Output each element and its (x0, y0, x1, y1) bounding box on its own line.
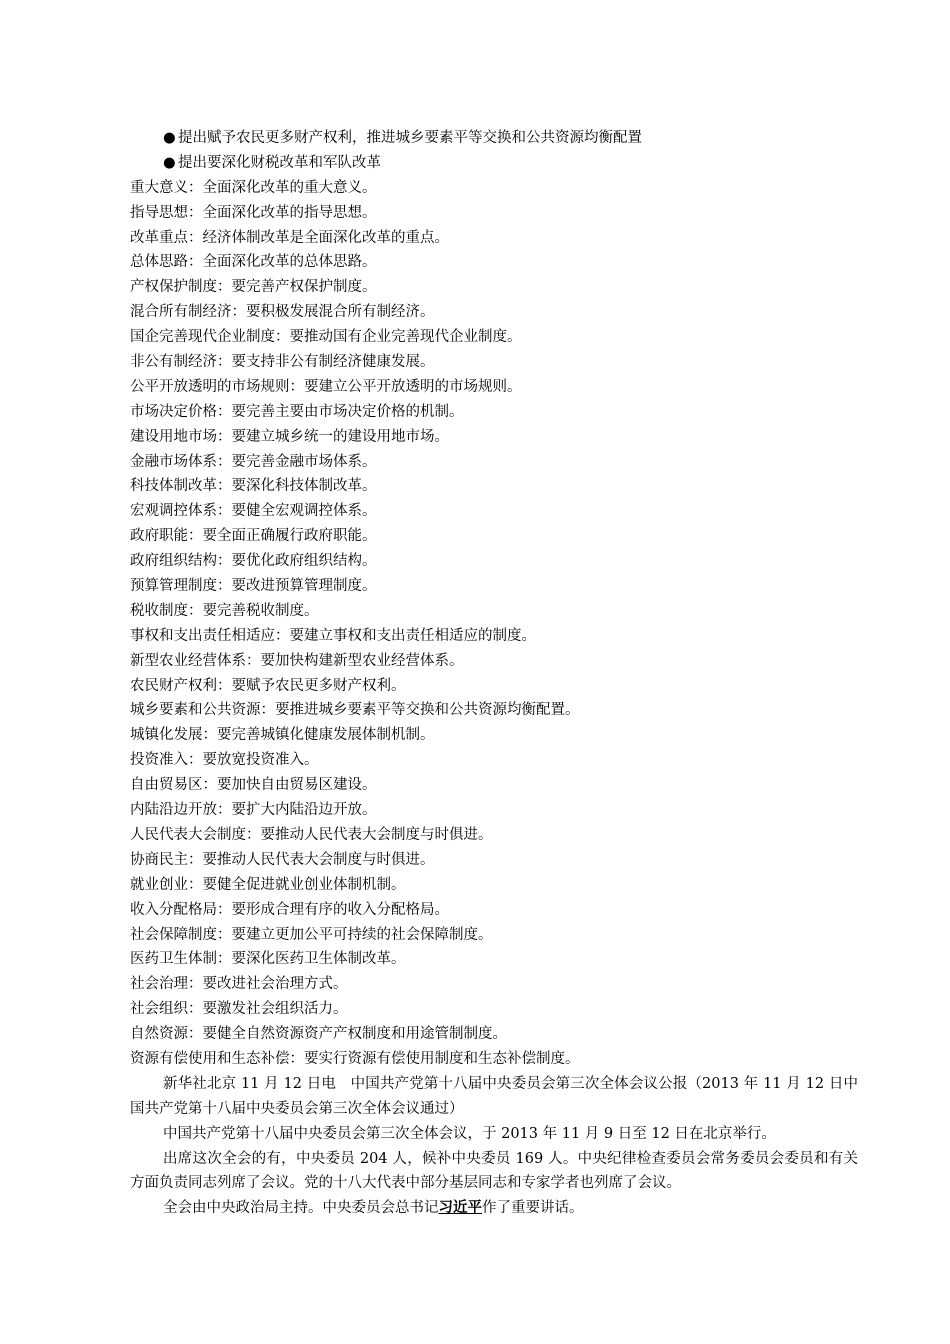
paragraph-speech (130, 1196, 858, 1221)
list-item: 自由贸易区：要加快自由贸易区建设。 (130, 777, 377, 794)
list-item: 预算管理制度：要改进预算管理制度。 (130, 578, 377, 595)
list-item: 内陆沿边开放：要扩大内陆沿边开放。 (130, 802, 377, 819)
bullet-text: 提出要深化财税改革和军队改革 (178, 154, 381, 171)
list-item: 城镇化发展：要完善城镇化健康发展体制机制。 (130, 727, 435, 744)
paragraph-session: 中国共产党第十八届中央委员会第三次全体会议，于 2013 年 11 月 9 日至 12 日在北京举行。 (163, 1125, 776, 1142)
list-item: 医药卫生体制：要深化医药卫生体制改革。 (130, 951, 406, 968)
list-item: 公平开放透明的市场规则：要建立公平开放透明的市场规则。 (130, 378, 522, 395)
list-item: 重大意义：全面深化改革的重大意义。 (130, 179, 377, 196)
list-item: 总体思路：全面深化改革的总体思路。 (130, 254, 377, 271)
bullet-item (130, 151, 858, 176)
list-item: 事权和支出责任相适应：要建立事权和支出责任相适应的制度。 (130, 627, 536, 644)
list-item: 就业创业：要健全促进就业创业体制机制。 (130, 876, 406, 893)
list-item: 国企完善现代企业制度：要推动国有企业完善现代企业制度。 (130, 329, 522, 346)
list-item: 产权保护制度：要完善产权保护制度。 (130, 279, 377, 296)
list-item: 宏观调控体系：要健全宏观调控体系。 (130, 503, 377, 520)
list-item: 新型农业经营体系：要加快构建新型农业经营体系。 (130, 652, 464, 669)
list-item: 建设用地市场：要建立城乡统一的建设用地市场。 (130, 428, 449, 445)
person-link[interactable]: 习近平 (438, 1199, 482, 1217)
list-item: 市场决定价格：要完善主要由市场决定价格的机制。 (130, 403, 464, 420)
list-item: 税收制度：要完善税收制度。 (130, 602, 319, 619)
list-item: 社会组织：要激发社会组织活力。 (130, 1001, 348, 1018)
list-item: 非公有制经济：要支持非公有制经济健康发展。 (130, 354, 435, 371)
list-item: 协商民主：要推动人民代表大会制度与时俱进。 (130, 851, 435, 868)
list-item: 农民财产权利：要赋予农民更多财产权利。 (130, 677, 406, 694)
list-item: 改革重点：经济体制改革是全面深化改革的重点。 (130, 229, 449, 246)
speech-text-before: 全会由中央政治局主持。中央委员会总书记 (163, 1200, 439, 1217)
speech-text-after: 作了重要讲话。 (482, 1200, 584, 1217)
document-page (130, 126, 858, 1221)
paragraph-dateline: 新华社北京 11 月 12 日电 中国共产党第十八届中央委员会第三次全体会议公报（2013 年 11 月 12 日中国共产党第十八届中央委员会第三次全体会议通过） (130, 1075, 858, 1117)
list-item: 金融市场体系：要完善金融市场体系。 (130, 453, 377, 470)
list-item: 收入分配格局：要形成合理有序的收入分配格局。 (130, 901, 449, 918)
topic-list (130, 176, 858, 1072)
list-item: 社会保障制度：要建立更加公平可持续的社会保障制度。 (130, 926, 493, 943)
bullet-text: 提出赋予农民更多财产权利，推进城乡要素平等交换和公共资源均衡配置 (178, 130, 642, 146)
list-item: 政府职能：要全面正确履行政府职能。 (130, 528, 377, 545)
list-item: 人民代表大会制度：要推动人民代表大会制度与时俱进。 (130, 826, 493, 843)
list-item: 资源有偿使用和生态补偿：要实行资源有偿使用制度和生态补偿制度。 (130, 1050, 580, 1067)
bullet-item (130, 126, 858, 151)
paragraph-attendance: 出席这次全会的有，中央委员 204 人，候补中央委员 169 人。中央纪律检查委员会常务委员会委员和有关方面负责同志列席了会议。党的十八大代表中部分基层同志和专家学者也列席了会议。 (130, 1150, 858, 1192)
list-item: 社会治理：要改进社会治理方式。 (130, 976, 348, 993)
list-item: 城乡要素和公共资源：要推进城乡要素平等交换和公共资源均衡配置。 (130, 702, 580, 719)
list-item: 自然资源：要健全自然资源资产产权制度和用途管制制度。 (130, 1026, 507, 1043)
bullet-dot-icon: ● (163, 130, 176, 146)
list-item: 科技体制改革：要深化科技体制改革。 (130, 478, 377, 495)
list-item: 政府组织结构：要优化政府组织结构。 (130, 553, 377, 570)
list-item: 指导思想：全面深化改革的指导思想。 (130, 204, 377, 221)
bullet-dot-icon: ● (163, 154, 176, 171)
list-item: 投资准入：要放宽投资准入。 (130, 752, 319, 769)
list-item: 混合所有制经济：要积极发展混合所有制经济。 (130, 304, 435, 321)
